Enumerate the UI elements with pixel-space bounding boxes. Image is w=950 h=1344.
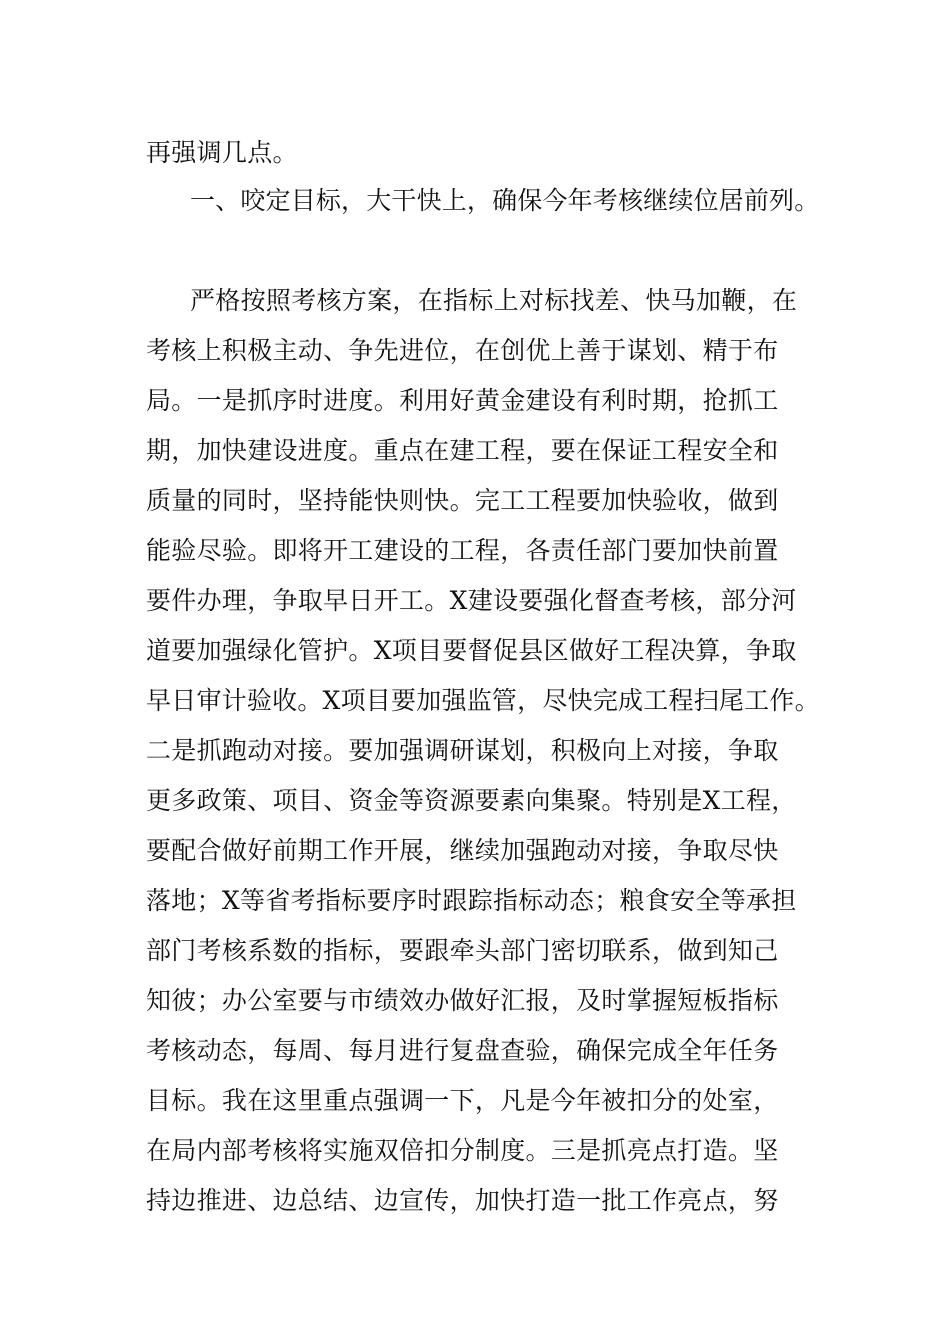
section-heading: 一、咬定目标，大干快上，确保今年考核继续位居前列。 xyxy=(190,186,820,215)
paragraph-line-8: 道要加强绿化管护。X项目要督促县区做好工程决算，争取 xyxy=(146,636,797,665)
paragraph-line-9: 早日审计验收。X项目要加强监管，尽快完成工程扫尾工作。 xyxy=(146,686,820,715)
paragraph-line-14: 部门考核系数的指标，要跟牵头部门密切联系，做到知己 xyxy=(146,936,779,965)
paragraph-line-19: 持边推进、边总结、边宣传，加快打造一批工作亮点，努 xyxy=(146,1186,779,1215)
paragraph-line-4: 期，加快建设进度。重点在建工程，要在保证工程安全和 xyxy=(146,436,779,465)
paragraph-line-3: 局。一是抓序时进度。利用好黄金建设有利时期，抢抓工 xyxy=(146,386,779,415)
paragraph-line-17: 目标。我在这里重点强调一下，凡是今年被扣分的处室， xyxy=(146,1086,779,1115)
paragraph-line-16: 考核动态，每周、每月进行复盘查验，确保完成全年任务 xyxy=(146,1036,779,1065)
paragraph-line-2: 考核上积极主动、争先进位，在创优上善于谋划、精于布 xyxy=(146,336,779,365)
paragraph-line-10: 二是抓跑动对接。要加强调研谋划，积极向上对接，争取 xyxy=(146,736,779,765)
paragraph-line-15: 知彼；办公室要与市绩效办做好汇报，及时掌握短板指标 xyxy=(146,986,779,1015)
paragraph-line-5: 质量的同时，坚持能快则快。完工工程要加快验收，做到 xyxy=(146,486,779,515)
paragraph-line-18: 在局内部考核将实施双倍扣分制度。三是抓亮点打造。坚 xyxy=(146,1136,779,1165)
paragraph-line-13: 落地；X等省考指标要序时跟踪指标动态；粮食安全等承担 xyxy=(146,886,797,915)
text-line-1: 再强调几点。 xyxy=(146,138,298,167)
paragraph-line-11: 更多政策、项目、资金等资源要素向集聚。特别是X工程， xyxy=(146,786,797,815)
paragraph-line-7: 要件办理，争取早日开工。X建设要强化督查考核，部分河 xyxy=(146,586,797,615)
paragraph-line-6: 能验尽验。即将开工建设的工程，各责任部门要加快前置 xyxy=(146,536,779,565)
paragraph-line-1: 严格按照考核方案，在指标上对标找差、快马加鞭，在 xyxy=(190,286,798,315)
paragraph-line-12: 要配合做好前期工作开展，继续加强跑动对接，争取尽快 xyxy=(146,836,779,865)
